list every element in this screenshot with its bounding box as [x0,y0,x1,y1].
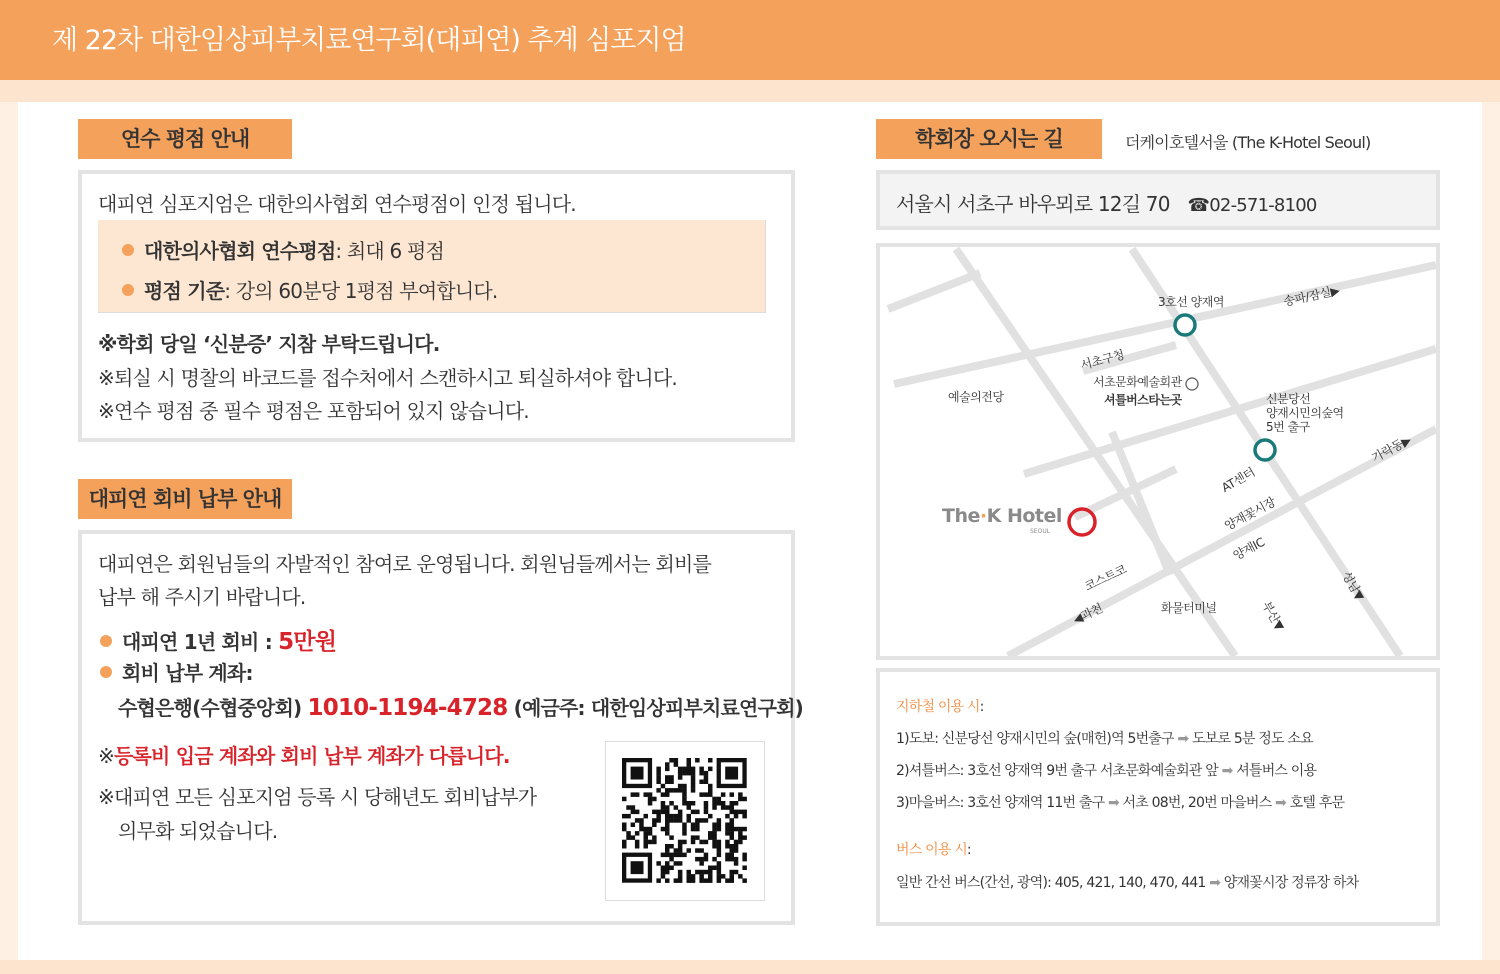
fee-account: 수협은행(수협중앙회) 1010-1194-4728 (예금주: 대한임상피부치료연구회) [118,695,803,721]
bullet-icon [122,244,134,256]
bus-heading: 버스 이용 시: [896,842,971,858]
map-label-seongnam: 성남▼ [1339,568,1367,603]
arrow-right-icon: ➡ [1275,795,1286,811]
subway-route-1: 1)도보: 신분당선 양재시민의 숲(매헌)역 5번출구 ➡ 도보로 5분 정도 소요 [896,731,1313,747]
page-title: 제 22차 대한임상피부치료연구회(대피연) 추계 심포지엄 [52,25,686,56]
arts-center-marker-icon [1186,378,1198,390]
bus-route: 일반 간선 버스(간선, 광역): 405, 421, 140, 470, 441 ➡ 양재꽃시장 정류장 하차 [896,875,1359,891]
map-label-garak: 가락동▶ [1369,432,1414,465]
qr-code-icon [606,742,764,900]
fee-note-red: ※등록비 입금 계좌와 회비 납부 계좌가 다릅니다. [98,744,510,768]
map-label-yangjae-ic: 양재IC [1230,534,1267,563]
station-yangjae-icon [1175,315,1195,335]
map-label-flower-market: 양재꽃시장 [1222,494,1278,534]
subway-route-2: 2)셔틀버스: 3호선 양재역 9번 출구 서초문화예술회관 앞 ➡ 셔틀버스 이용 [896,763,1317,779]
bullet-icon [100,635,112,647]
map-label-songpa: 송파/잠실▶ [1282,283,1341,309]
credit-intro: 대피연 심포지엄은 대한의사협회 연수평점이 인정 됩니다. [98,192,576,216]
arrow-right-icon: ➡ [1221,763,1233,779]
fee-note2-line1: ※대피연 모든 심포지엄 등록 시 당해년도 회비납부가 [98,785,537,809]
address: 서울시 서초구 바우뫼로 12길 70 ☎02-571-8100 [896,192,1317,216]
right-margin [1482,102,1500,960]
station-sinbundang-icon [1255,440,1275,460]
map-label-busan: 부산▼ [1259,598,1287,633]
top-band [0,80,1500,102]
bottom-band [0,960,1500,974]
map-label-yesul: 예술의전당 [948,390,1004,404]
subway-heading: 지하철 이용 시: [896,699,984,715]
bullet-icon [122,284,134,296]
map-label-gwacheon: ◀과천 [1070,601,1105,627]
bullet-icon [100,666,112,678]
credit-note-2: ※퇴실 시 명찰의 바코드를 접수처에서 스캔하시고 퇴실하셔야 합니다. [98,366,677,390]
subway-route-3: 3)마을버스: 3호선 양재역 11번 출구 ➡ 서초 08번, 20번 마을버스 ➡ 호텔 후문 [896,795,1345,811]
fee-account-label: 회비 납부 계좌: [100,657,253,686]
fee-annual: 대피연 1년 회비 : 5만원 [100,623,336,656]
map-label-shuttle: 셔틀버스타는곳 [1104,393,1182,407]
arrow-right-icon: ➡ [1107,795,1119,811]
khotel-logo: The·K Hotel [942,505,1062,527]
qr-code[interactable] [605,741,765,901]
fee-section-title: 대피연 회비 납부 안내 [78,479,292,519]
arrow-right-icon: ➡ [1177,731,1189,747]
phone-number: ☎02-571-8100 [1187,195,1317,216]
fee-intro-line2: 납부 해 주시기 바랍니다. [98,585,306,609]
directions-section-title: 학회장 오시는 길 [876,119,1102,159]
credit-note-1: ※학회 당일 ‘신분증’ 지참 부탁드립니다. [98,332,440,356]
credit-note-3: ※연수 평점 중 필수 평점은 포함되어 있지 않습니다. [98,399,529,423]
credit-section-title: 연수 평점 안내 [78,119,292,159]
map-label-at-center: AT센터 [1219,464,1258,495]
fee-note2-line2: 의무화 되었습니다. [118,819,278,843]
location-map [876,243,1440,660]
credit-item-1: 대한의사협회 연수평점: 최대 6 평점 [122,235,444,264]
khotel-logo-seoul: SEOUL [1030,528,1051,535]
fee-intro-line1: 대피연은 회원님들의 자발적인 참여로 운영됩니다. 회원님들께서는 회비를 [98,552,712,576]
left-margin [0,102,18,960]
map-label-sinbundang: 신분당선 양재시민의숲역 5번 출구 [1266,392,1344,434]
map-label-costco: 코스트코 [1082,562,1129,594]
header-bar [0,0,1500,80]
map-label-seochogu: 서초구청 [1079,347,1126,373]
arrow-right-icon: ➡ [1209,875,1221,891]
map-label-freight: 화물터미널 [1161,601,1217,615]
hotel-name: 더케이호텔서울 (The K-Hotel Seoul) [1125,133,1371,152]
map-label-arts-center: 서초문화예술회관 [1093,375,1182,389]
map-label-yangjae: 3호선 양재역 [1158,295,1224,309]
credit-item-2: 평점 기준: 강의 60분당 1평점 부여합니다. [122,275,497,304]
